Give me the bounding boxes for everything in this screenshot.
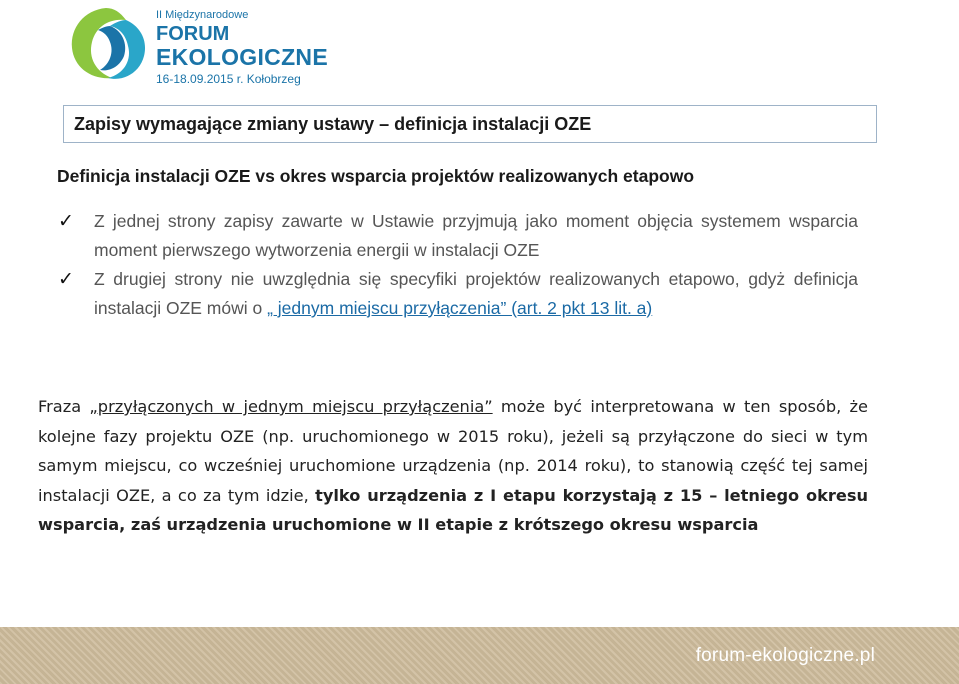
checkmark-icon: ✓ — [58, 269, 74, 290]
slide-title: Zapisy wymagające zmiany ustawy – definicja instalacji OZE — [63, 105, 877, 143]
legal-reference-link[interactable]: „ jednym miejscu przyłączenia” (art. 2 pkt 13 lit. a) — [267, 298, 653, 318]
leaf-drop-logo-icon — [66, 4, 152, 82]
footer-url[interactable]: forum-ekologiczne.pl — [695, 644, 875, 666]
para-text: może być interpretowana w ten sposób, że kolejne fazy projektu OZE (np. uruchomionego w 2015 roku), jeżeli są przyłączone do sieci w tym samym miejscu, co wcześniej uruchomione urządzenia (np. 2014 roku), to stanowią część tej samej instalacji OZE, a co za tym idzie, — [38, 397, 868, 505]
logo-forum: FORUM — [156, 23, 230, 45]
footer-bar — [0, 627, 959, 684]
section-subtitle: Definicja instalacji OZE vs okres wsparcia projektów realizowanych etapowo — [57, 166, 695, 186]
para-bold-conclusion: tylko urządzenia z I etapu korzystają z 15 – letniego okresu wsparcia, zaś urządzenia uruchomione w II etapie z krótszego okresu wsparcia — [38, 485, 868, 534]
forum-logo — [66, 4, 336, 84]
bullet-list — [58, 207, 858, 323]
bullet-text: Z jednej strony zapisy zawarte w Ustawie przyjmują jako moment objęcia systemem wsparcia moment pierwszego wytworzenia energii w instalacji OZE — [94, 211, 858, 260]
para-underlined-phrase: „przyłączonych w jednym miejscu przyłączenia” — [89, 397, 493, 416]
bullet-item — [58, 207, 858, 265]
logo-subtitle: II Międzynarodowe — [156, 9, 249, 21]
logo-ekologiczne: EKOLOGICZNE — [156, 44, 328, 70]
body-paragraph — [38, 392, 868, 540]
logo-date: 16-18.09.2015 r. Kołobrzeg — [156, 72, 301, 86]
bullet-item — [58, 265, 858, 323]
bullet-text: Z drugiej strony nie uwzględnia się specyfiki projektów realizowanych etapowo, gdyż definicja instalacji OZE mówi o — [94, 269, 858, 318]
checkmark-icon: ✓ — [58, 211, 74, 232]
para-text: Fraza — [38, 397, 90, 416]
